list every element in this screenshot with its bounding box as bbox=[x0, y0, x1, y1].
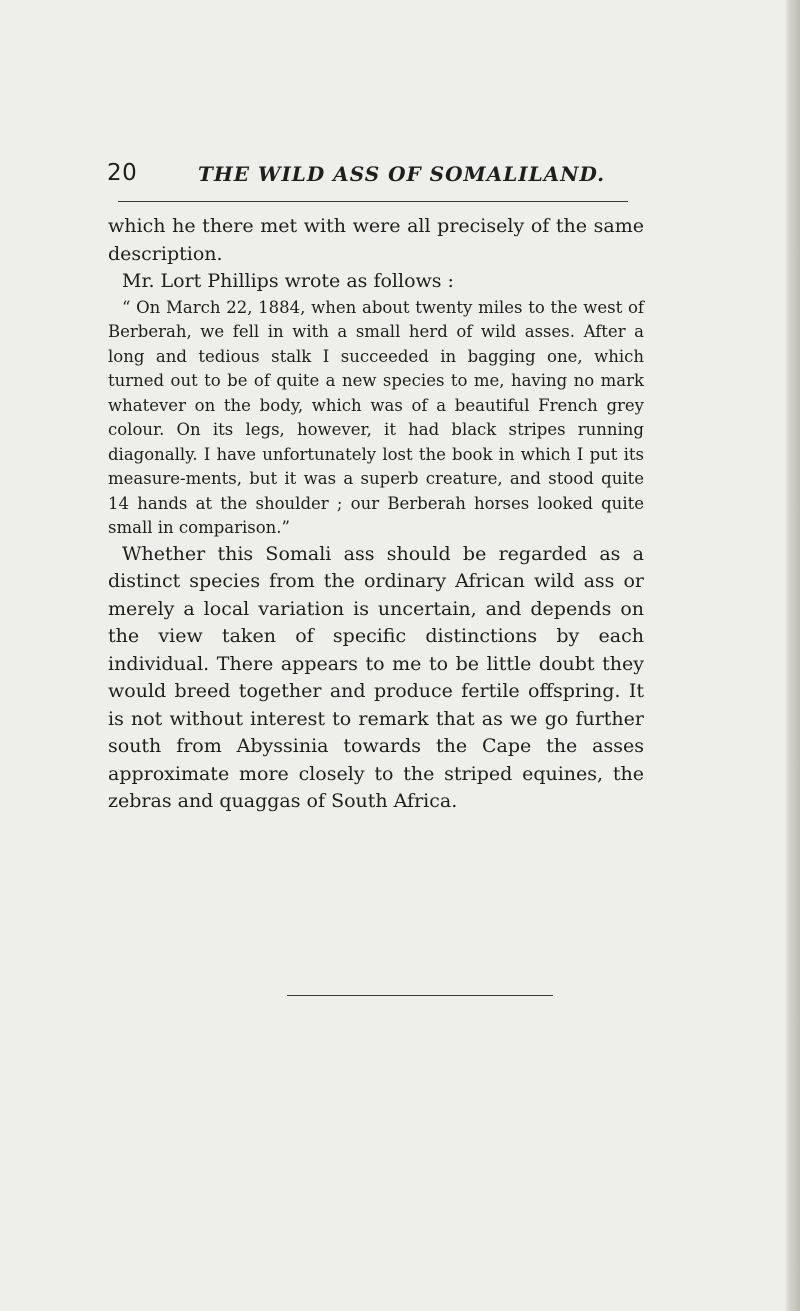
header-rule bbox=[118, 201, 628, 202]
section-end-rule bbox=[287, 995, 553, 996]
paragraph: Mr. Lort Phillips wrote as follows : bbox=[122, 270, 454, 292]
page-number: 20 bbox=[107, 160, 138, 186]
page-edge bbox=[786, 0, 800, 1311]
block-quote: “ On March 22, 1884, when about twenty miles to the west of Berberah, we fell in with a small herd of wild asses. After a long and tedious stalk I succeeded in bagging one, which turned out to be of quite a new species to me, having no mark whatever on the body, which was of a beautiful French grey colour. On its legs, however, it had black stripes running diagonally. I have unfortunately lost the book in which I put its measure-ments, but it was a superb creature, and stood quite 14 hands at the shoulder ; our Berberah horses looked quite small in comparison.” bbox=[108, 297, 644, 537]
running-head: THE WILD ASS OF SOMALILAND. bbox=[198, 162, 606, 186]
page-header bbox=[107, 160, 627, 196]
paragraph: Whether this Somali ass should be regarded as a distinct species from the ordinary African wild ass or merely a local variation is uncertain, and depends on the view taken of specific distinctions by each individual. There appears to me to be little doubt they would breed together and produce fertile offspring. It is not without interest to remark that as we go further south from Abyssinia towards the Cape the asses approximate more closely to the striped equines, the zebras and quaggas of South Africa. bbox=[108, 542, 644, 812]
body-text bbox=[108, 213, 644, 816]
paragraph: which he there met with were all precisely of the same description. bbox=[108, 215, 644, 265]
